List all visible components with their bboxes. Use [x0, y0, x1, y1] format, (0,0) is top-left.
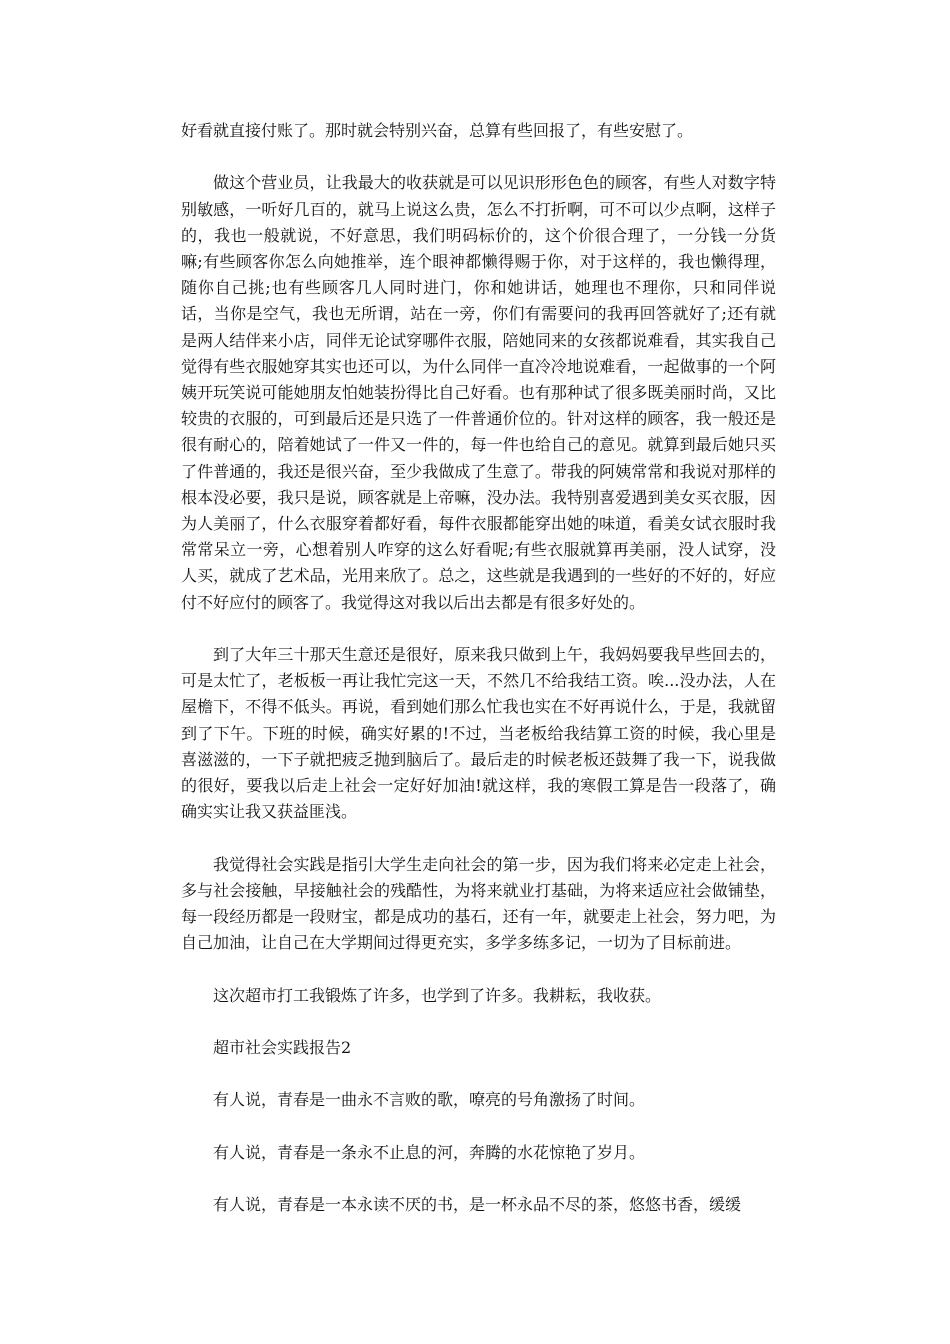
paragraph-summary: 这次超市打工我锻炼了许多，也学到了许多。我耕耘，我收获。	[213, 985, 662, 1005]
paragraph-customers: 做这个营业员，让我最大的收获就是可以见识形形色色的顾客，有些人对数字特别敏感，一听好几百的，就马上说这么贵，怎么不打折啊，可不可以少点啊，这样子的，我也一般就说，不好意思，我们明码标价的，这个价很合理了，一分钱一分货嘛;有些顾客你怎么向她推举，连个眼神都懒得赐于你，对于这样的，我也懒得理，随你自己挑;也有些顾客几人同时进门，你和她讲话，她理也不理你，只和同伴说话，当你是空气，我也无所谓，站在一旁，你们有需要问的我再回答就好了;还有就是两人结伴来小店，同伴无论试穿哪件衣服，陪她同来的女孩都说难看，其实我自己觉得有些衣服她穿其实也还可以，为什么同伴一直冷冷地说难看，一起做事的一个阿姨开玩笑说可能她朋友怕她装扮得比自己好看。也有那种试了很多既美丽时尚，又比较贵的衣服的，可到最后还是只选了一件普通价位的。针对这样的顾客，我一般还是很有耐心的，陪着她试了一件又一件的，每一件也给自己的意见。就算到最后她只买了件普通的，我还是很兴奋，至少我做成了生意了。带我的阿姨常常和我说对那样的根本没必要，我只是说，顾客就是上帝嘛，没办法。我特别喜爱遇到美女买衣服，因为人美丽了，什么衣服穿着都好看，每件衣服都能穿出她的味道，看美女试衣服时我常常呆立一旁，心想着别人咋穿的这么好看呢;有些衣服就算再美丽，没人试穿，没人买，就成了艺术品，光用来欣了。总之，这些就是我遇到的一些好的不好的，好应付不好应付的顾客了。我觉得这对我以后出去都是有很多好处的。	[181, 173, 776, 612]
document-body	[181, 118, 776, 1245]
paragraph-youth-river: 有人说，青春是一条永不止息的河，奔腾的水花惊艳了岁月。	[213, 1142, 646, 1162]
paragraph-continuation: 好看就直接付账了。那时就会特别兴奋，总算有些回报了，有些安慰了。	[181, 121, 694, 140]
paragraph-youth-book: 有人说，青春是一本永读不厌的书，是一杯永品不尽的茶，悠悠书香，缓缓	[213, 1195, 742, 1215]
paragraph-new-year-eve: 到了大年三十那天生意还是很好，原来我只做到上午，我妈妈要我早些回去的，可是太忙了，老板板一再让我忙完这一天，不然几不给我结工资。唉...没办法，人在屋檐下，不得不低头。再说，看到她们那么忙我也实在不好再说什么，于是，我就留到了下午。下班的时候，确实好累的!不过，当老板给我结算工资的时候，我心里是喜滋滋的，一下子就把疲乏抛到脑后了。最后走的时候老板还鼓舞了我一下，说我做的很好，要我以后走上社会一定好好加油!就这样，我的寒假工算是告一段落了，确确实实让我又获益匪浅。	[181, 645, 776, 822]
paragraph-social-practice: 我觉得社会实践是指引大学生走向社会的第一步，因为我们将来必定走上社会，多与社会接触，早接触社会的残酷性，为将来就业打基础，为将来适应社会做铺垫，每一段经历都是一段财宝，都是成功的基石，还有一年，就要走上社会，努力吧，为自己加油，让自己在大学期间过得更充实，多学多练多记，一切为了目标前进。	[181, 854, 776, 953]
paragraph-youth-song: 有人说，青春是一曲永不言败的歌，嘹亮的号角激扬了时间。	[213, 1090, 646, 1110]
section-heading: 超市社会实践报告2	[213, 1038, 352, 1058]
